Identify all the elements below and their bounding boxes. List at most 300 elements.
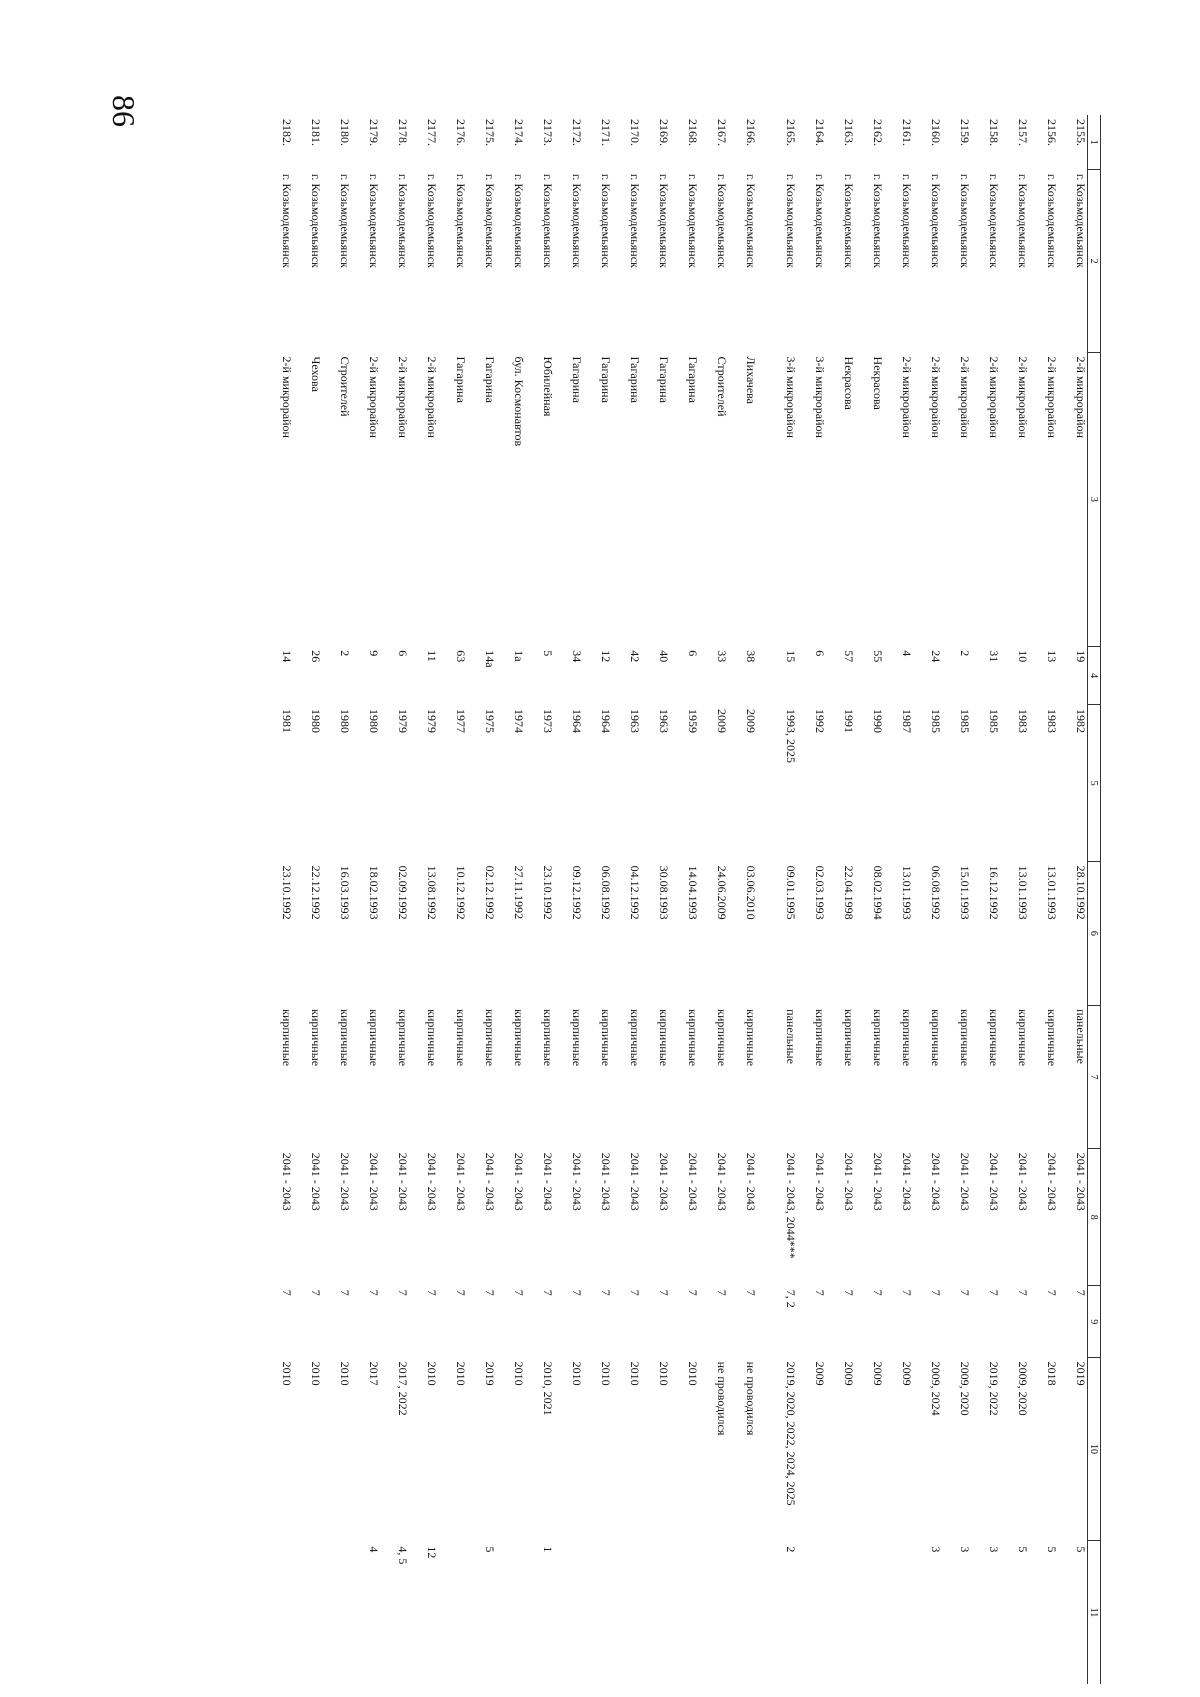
year-cell: 1987 (900, 708, 914, 733)
col11-cell (322, 1540, 351, 1684)
city-cell: г. Козьмодемьянск (628, 173, 642, 268)
date-cell: 13.01.1993 (1045, 865, 1059, 920)
column-header-6: 6 (1088, 862, 1101, 1006)
row-number: 2173. (541, 119, 555, 146)
row-number: 2176. (454, 119, 468, 146)
date-cell: 14.04.1993 (686, 865, 700, 920)
material-cell: кирпичные (871, 1009, 885, 1067)
house-cell: 33 (715, 650, 729, 663)
col9-cell: 7 (483, 1289, 497, 1296)
row-number: 2155. (1074, 119, 1088, 146)
street-cell: Гагарина (657, 356, 671, 403)
house-cell: 15 (784, 650, 798, 663)
material-cell: кирпичные (483, 1009, 497, 1067)
row-number: 2175. (483, 119, 497, 146)
header-row (1088, 115, 1101, 1684)
table-row (612, 115, 641, 1684)
row-number: 2170. (628, 119, 642, 146)
col10-cell: 2009 (813, 1361, 827, 1386)
material-cell: кирпичные (280, 1009, 294, 1067)
street-cell: 2-й микрорайон (929, 356, 943, 438)
date-cell: 28.10.1992 (1074, 865, 1088, 920)
row-number: 2180. (338, 119, 352, 146)
col10-cell: 2019 (483, 1361, 497, 1386)
period-cell: 2041 - 2043 (338, 1152, 352, 1211)
col10-cell: 2019, 2022 (987, 1361, 1001, 1416)
street-cell: 2-й микрорайон (900, 356, 914, 438)
city-cell: г. Козьмодемьянск (744, 173, 758, 268)
col11-cell (612, 1540, 641, 1684)
period-cell: 2041 - 2043 (842, 1152, 856, 1211)
date-cell: 23.10.1992 (280, 865, 294, 920)
col10-cell: 2017 (367, 1361, 381, 1386)
date-cell: 24.06.2009 (715, 865, 729, 920)
col11-cell (583, 1540, 612, 1684)
house-cell: 24 (929, 650, 943, 663)
house-cell: 9 (367, 650, 381, 657)
material-cell: кирпичные (628, 1009, 642, 1067)
material-cell: кирпичные (744, 1009, 758, 1067)
date-cell: 16.12.1992 (987, 865, 1001, 920)
year-cell: 1991 (842, 708, 856, 733)
col9-cell: 7 (425, 1289, 439, 1296)
table-row (496, 115, 525, 1684)
city-cell: г. Козьмодемьянск (425, 173, 439, 268)
col10-cell: 2019 (1074, 1361, 1088, 1386)
city-cell: г. Козьмодемьянск (280, 173, 294, 268)
col11-cell (438, 1540, 467, 1684)
period-cell: 2041 - 2043 (686, 1152, 700, 1211)
year-cell: 1983 (1045, 708, 1059, 733)
housing-table (264, 115, 1101, 1684)
street-cell: Гагарина (686, 356, 700, 403)
table-row (971, 115, 1000, 1684)
col10-cell: 2019, 2020, 2022, 2024, 2025 (784, 1361, 798, 1506)
row-number: 2171. (599, 119, 613, 146)
house-cell: 2 (338, 650, 352, 657)
period-cell: 2041 - 2043 (987, 1152, 1001, 1211)
year-cell: 1980 (367, 708, 381, 733)
material-cell: кирпичные (570, 1009, 584, 1067)
year-cell: 1992 (813, 708, 827, 733)
street-cell: 2-й микрорайон (396, 356, 410, 438)
house-cell: 55 (871, 650, 885, 663)
house-cell: 57 (842, 650, 856, 663)
city-cell: г. Козьмодемьянск (541, 173, 555, 268)
house-cell: 10 (1016, 650, 1030, 663)
col11-cell (293, 1540, 322, 1684)
table-header (1088, 115, 1101, 1684)
street-cell: Некрасова (842, 356, 856, 410)
col10-cell: 2010 (425, 1361, 439, 1386)
city-cell: г. Козьмодемьянск (1016, 173, 1030, 268)
date-cell: 09.01.1995 (784, 865, 798, 920)
city-cell: г. Козьмодемьянск (784, 173, 798, 268)
material-cell: кирпичные (425, 1009, 439, 1067)
table-row (525, 115, 554, 1684)
street-cell: 2-й микрорайон (987, 356, 1001, 438)
house-cell: 40 (657, 650, 671, 663)
date-cell: 23.10.1992 (541, 865, 555, 920)
house-cell: 6 (813, 650, 827, 657)
material-cell: кирпичные (929, 1009, 943, 1067)
col11-cell: 3 (929, 1546, 943, 1553)
table-row (1058, 115, 1088, 1684)
house-cell: 31 (987, 650, 1001, 663)
col11-cell (884, 1540, 913, 1684)
col11-cell (826, 1540, 855, 1684)
material-cell: кирпичные (309, 1009, 323, 1067)
year-cell: 1980 (338, 708, 352, 733)
col9-cell: 7 (1016, 1289, 1030, 1296)
row-number: 2159. (958, 119, 972, 146)
col11-cell (797, 1540, 826, 1684)
house-cell: 63 (454, 650, 468, 663)
date-cell: 13.01.1993 (900, 865, 914, 920)
page-number: 86 (106, 95, 142, 127)
city-cell: г. Козьмодемьянск (686, 173, 700, 268)
period-cell: 2041 - 2043 (280, 1152, 294, 1211)
column-header-7: 7 (1088, 1005, 1101, 1149)
row-number: 2172. (570, 119, 584, 146)
street-cell: 2-й микрорайон (1016, 356, 1030, 438)
city-cell: г. Козьмодемьянск (900, 173, 914, 268)
table-row (1029, 115, 1058, 1684)
col10-cell: 2010 (657, 1361, 671, 1386)
row-number: 2157. (1016, 119, 1030, 146)
material-cell: кирпичные (512, 1009, 526, 1067)
year-cell: 1964 (570, 708, 584, 733)
date-cell: 16.03.1993 (338, 865, 352, 920)
table-row (728, 115, 757, 1684)
date-cell: 30.08.1993 (657, 865, 671, 920)
house-cell: 6 (686, 650, 700, 657)
material-cell: кирпичные (842, 1009, 856, 1067)
year-cell: 1959 (686, 708, 700, 733)
col11-cell (699, 1540, 728, 1684)
year-cell: 1977 (454, 708, 468, 733)
col11-cell (670, 1540, 699, 1684)
col11-cell: 4, 5 (396, 1546, 410, 1565)
table-row (583, 115, 612, 1684)
col9-cell: 7 (570, 1289, 584, 1296)
city-cell: г. Козьмодемьянск (1045, 173, 1059, 268)
period-cell: 2041 - 2043 (309, 1152, 323, 1211)
period-cell: 2041 - 2043 (1045, 1152, 1059, 1211)
date-cell: 22.04.1998 (842, 865, 856, 920)
col10-cell: 2010 (599, 1361, 613, 1386)
material-cell: кирпичные (813, 1009, 827, 1067)
street-cell: 3-й микрорайон (813, 356, 827, 438)
street-cell: 2-й микрорайон (958, 356, 972, 438)
col10-cell: не проводился (715, 1361, 729, 1436)
material-cell: кирпичные (541, 1009, 555, 1067)
street-cell: Гагарина (454, 356, 468, 403)
col10-cell: 2009, 2020 (958, 1361, 972, 1416)
col9-cell: 7 (842, 1289, 856, 1296)
col11-cell: 4 (367, 1546, 381, 1553)
col11-cell: 3 (987, 1546, 1001, 1553)
row-number: 2182. (280, 119, 294, 146)
street-cell: 2-й микрорайон (367, 356, 381, 438)
year-cell: 1985 (929, 708, 943, 733)
col10-cell: 2010 (338, 1361, 352, 1386)
year-cell: 1993, 2025 (784, 708, 798, 763)
period-cell: 2041 - 2043 (570, 1152, 584, 1211)
material-cell: кирпичные (900, 1009, 914, 1067)
col10-cell: 2010 (686, 1361, 700, 1386)
city-cell: г. Козьмодемьянск (657, 173, 671, 268)
period-cell: 2041 - 2043 (425, 1152, 439, 1211)
date-cell: 03.06.2010 (744, 865, 758, 920)
house-cell: 5 (541, 650, 555, 657)
house-cell: 1а (512, 650, 526, 662)
row-number: 2160. (929, 119, 943, 146)
col11-cell (554, 1540, 583, 1684)
row-number: 2165. (784, 119, 798, 146)
year-cell: 1982 (1074, 708, 1088, 733)
table-row (351, 115, 380, 1684)
col11-cell (728, 1540, 757, 1684)
col11-cell: 2 (784, 1546, 798, 1553)
col10-cell: не проводился (744, 1361, 758, 1436)
date-cell: 04.12.1992 (628, 865, 642, 920)
table-row (641, 115, 670, 1684)
material-cell: кирпичные (987, 1009, 1001, 1067)
city-cell: г. Козьмодемьянск (338, 173, 352, 268)
col11-cell: 5 (483, 1546, 497, 1553)
city-cell: г. Козьмодемьянск (396, 173, 410, 268)
table-row (797, 115, 826, 1684)
material-cell: панельные (784, 1009, 798, 1064)
street-cell: 2-й микрорайон (280, 356, 294, 438)
table-row (322, 115, 351, 1684)
date-cell: 18.02.1993 (367, 865, 381, 920)
col11-cell (641, 1540, 670, 1684)
col11-cell: 1 (541, 1546, 555, 1553)
col11-cell: 12 (425, 1546, 439, 1559)
table-row (884, 115, 913, 1684)
row-number: 2166. (744, 119, 758, 146)
date-cell: 02.12.1992 (483, 865, 497, 920)
material-cell: кирпичные (958, 1009, 972, 1067)
house-cell: 2 (958, 650, 972, 657)
col10-cell: 2010 (309, 1361, 323, 1386)
col9-cell: 7 (744, 1289, 758, 1296)
city-cell: г. Козьмодемьянск (842, 173, 856, 268)
year-cell: 1963 (628, 708, 642, 733)
col10-cell: 2010 (570, 1361, 584, 1386)
material-cell: кирпичные (338, 1009, 352, 1067)
house-cell: 13 (1045, 650, 1059, 663)
year-cell: 1990 (871, 708, 885, 733)
column-header-8: 8 (1088, 1149, 1101, 1286)
col9-cell: 7 (338, 1289, 352, 1296)
column-header-9: 9 (1088, 1286, 1101, 1358)
col10-cell: 2009 (842, 1361, 856, 1386)
city-cell: г. Козьмодемьянск (958, 173, 972, 268)
material-cell: кирпичные (396, 1009, 410, 1067)
col9-cell: 7 (280, 1289, 294, 1296)
street-cell: Гагарина (599, 356, 613, 403)
col9-cell: 7 (628, 1289, 642, 1296)
period-cell: 2041 - 2043 (871, 1152, 885, 1211)
street-cell: Гагарина (628, 356, 642, 403)
row-number: 2163. (842, 119, 856, 146)
date-cell: 02.03.1993 (813, 865, 827, 920)
table-row (409, 115, 438, 1684)
col10-cell: 2018 (1045, 1361, 1059, 1386)
city-cell: г. Козьмодемьянск (1074, 173, 1088, 268)
period-cell: 2041 - 2043 (541, 1152, 555, 1211)
city-cell: г. Козьмодемьянск (483, 173, 497, 268)
col9-cell: 7 (929, 1289, 943, 1296)
table-row (826, 115, 855, 1684)
year-cell: 1973 (541, 708, 555, 733)
column-header-3: 3 (1088, 353, 1101, 647)
col11-cell (264, 1540, 293, 1684)
col9-cell: 7 (987, 1289, 1001, 1296)
col10-cell: 2010 (628, 1361, 642, 1386)
column-header-4: 4 (1088, 646, 1101, 705)
street-cell: Гагарина (570, 356, 584, 403)
row-number: 2181. (309, 119, 323, 146)
house-cell: 6 (396, 650, 410, 657)
period-cell: 2041 - 2043 (599, 1152, 613, 1211)
col11-cell: 5 (1045, 1546, 1059, 1553)
table-row (1000, 115, 1029, 1684)
date-cell: 10.12.1992 (454, 865, 468, 920)
row-number: 2168. (686, 119, 700, 146)
col9-cell: 7 (871, 1289, 885, 1296)
date-cell: 13.01.1993 (1016, 865, 1030, 920)
material-cell: кирпичные (1016, 1009, 1030, 1067)
house-cell: 4 (900, 650, 914, 657)
material-cell: кирпичные (657, 1009, 671, 1067)
table-row (942, 115, 971, 1684)
col11-cell: 3 (958, 1546, 972, 1553)
col9-cell: 7 (813, 1289, 827, 1296)
period-cell: 2041 - 2043 (454, 1152, 468, 1211)
city-cell: г. Козьмодемьянск (813, 173, 827, 268)
row-number: 2178. (396, 119, 410, 146)
row-number: 2156. (1045, 119, 1059, 146)
year-cell: 1964 (599, 708, 613, 733)
col10-cell: 2010 (512, 1361, 526, 1386)
house-cell: 12 (599, 650, 613, 663)
street-cell: 2-й микрорайон (1074, 356, 1088, 438)
col10-cell: 2009, 2024 (929, 1361, 943, 1416)
date-cell: 06.08.1992 (929, 865, 943, 920)
table-row (699, 115, 728, 1684)
table-row (554, 115, 583, 1684)
city-cell: г. Козьмодемьянск (367, 173, 381, 268)
period-cell: 2041 - 2043 (813, 1152, 827, 1211)
house-cell: 14а (483, 650, 497, 668)
period-cell: 2041 - 2043 (367, 1152, 381, 1211)
col9-cell: 7 (657, 1289, 671, 1296)
period-cell: 2041 - 2043 (958, 1152, 972, 1211)
house-cell: 14 (280, 650, 294, 663)
material-cell: кирпичные (367, 1009, 381, 1067)
house-cell: 34 (570, 650, 584, 663)
period-cell: 2041 - 2043 (1074, 1152, 1088, 1211)
table-row (438, 115, 467, 1684)
column-header-11: 11 (1088, 1540, 1101, 1684)
col11-cell (496, 1540, 525, 1684)
date-cell: 15.01.1993 (958, 865, 972, 920)
house-cell: 19 (1074, 650, 1088, 663)
material-cell: кирпичные (454, 1009, 468, 1067)
street-cell: 2-й микрорайон (1045, 356, 1059, 438)
street-cell: Строителей (715, 356, 729, 417)
house-cell: 11 (425, 650, 439, 662)
year-cell: 1975 (483, 708, 497, 733)
col10-cell: 2010 (454, 1361, 468, 1386)
street-cell: Лихачева (744, 356, 758, 404)
year-cell: 1985 (958, 708, 972, 733)
column-header-1: 1 (1088, 115, 1101, 170)
col9-cell: 7 (309, 1289, 323, 1296)
col9-cell: 7 (686, 1289, 700, 1296)
column-header-5: 5 (1088, 705, 1101, 862)
col9-cell: 7, 2 (784, 1289, 798, 1308)
date-cell: 06.08.1992 (599, 865, 613, 920)
material-cell: панельные (1074, 1009, 1088, 1064)
year-cell: 1979 (396, 708, 410, 733)
period-cell: 2041 - 2043 (929, 1152, 943, 1211)
col9-cell: 7 (541, 1289, 555, 1296)
row-number: 2162. (871, 119, 885, 146)
table-row (293, 115, 322, 1684)
col9-cell: 7 (599, 1289, 613, 1296)
date-cell: 27.11.1992 (512, 865, 526, 920)
row-number: 2169. (657, 119, 671, 146)
column-header-10: 10 (1088, 1358, 1101, 1541)
table-row (855, 115, 884, 1684)
date-cell: 09.12.1992 (570, 865, 584, 920)
house-cell: 42 (628, 650, 642, 663)
street-cell: Гагарина (483, 356, 497, 403)
date-cell: 13.08.1992 (425, 865, 439, 920)
street-cell: Некрасова (871, 356, 885, 410)
period-cell: 2041 - 2043 (744, 1152, 758, 1211)
date-cell: 22.12.1992 (309, 865, 323, 920)
street-cell: бул. Космонавтов (512, 356, 526, 447)
street-cell: 2-й микрорайон (425, 356, 439, 438)
col10-cell: 2009 (871, 1361, 885, 1386)
year-cell: 2009 (744, 708, 758, 733)
col9-cell: 7 (1045, 1289, 1059, 1296)
row-number: 2158. (987, 119, 1001, 146)
table-body (264, 115, 1088, 1684)
col9-cell: 7 (900, 1289, 914, 1296)
col9-cell: 7 (512, 1289, 526, 1296)
table-row (467, 115, 496, 1684)
table-row (264, 115, 293, 1684)
col9-cell: 7 (715, 1289, 729, 1296)
column-header-2: 2 (1088, 170, 1101, 353)
col10-cell: 2010 (280, 1361, 294, 1386)
col11-cell: 5 (1016, 1546, 1030, 1553)
city-cell: г. Козьмодемьянск (929, 173, 943, 268)
col9-cell: 7 (396, 1289, 410, 1296)
city-cell: г. Козьмодемьянск (599, 173, 613, 268)
city-cell: г. Козьмодемьянск (512, 173, 526, 268)
col9-cell: 7 (1074, 1289, 1088, 1296)
col11-cell: 5 (1074, 1546, 1088, 1553)
housing-table-container (201, 115, 1101, 1684)
